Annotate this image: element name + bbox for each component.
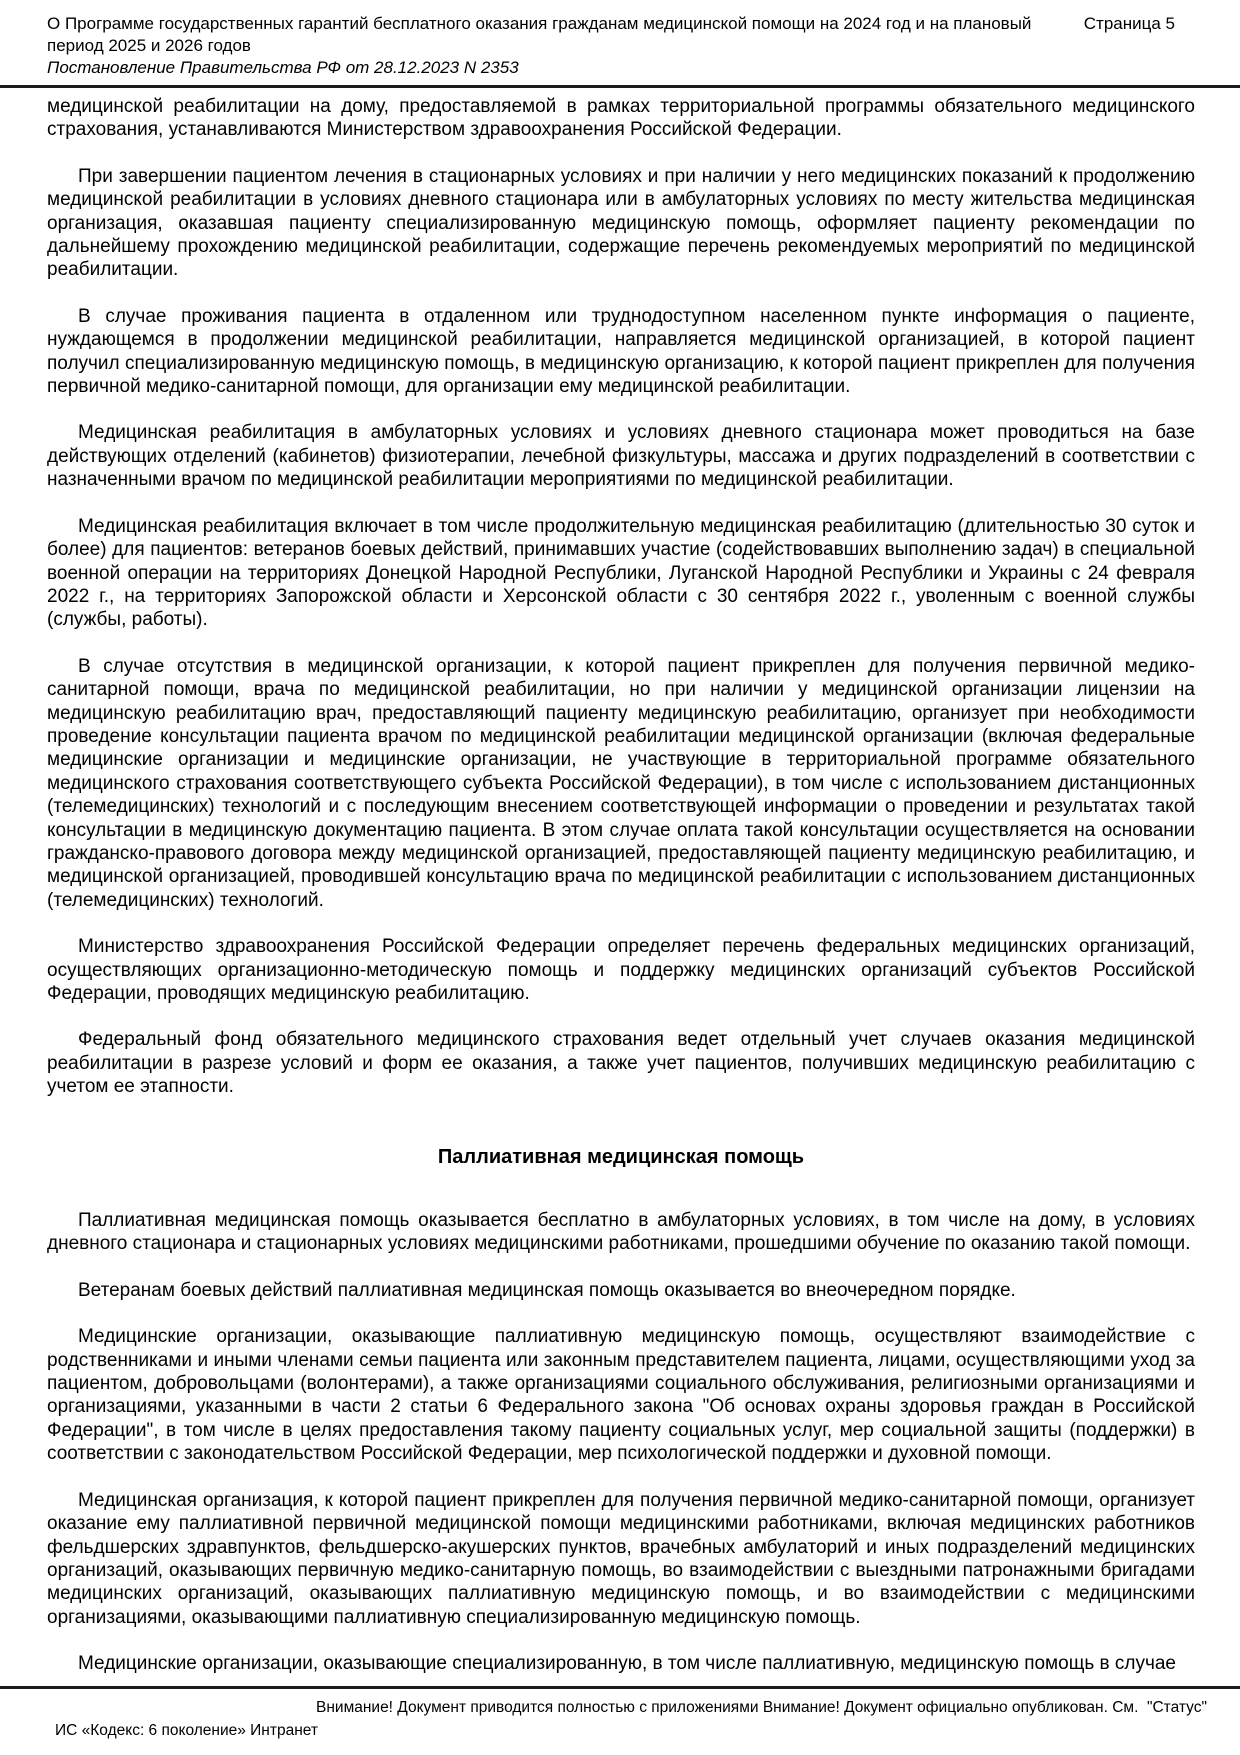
footer-notice: Внимание! Документ приводится полностью с приложениями Внимание! Документ официально опубликован. См. "Статус" [316,1699,1207,1716]
paragraph: В случае отсутствия в медицинской организации, к которой пациент прикреплен для получения первичной медико-санитарной помощи, врача по медицинской реабилитации, но при наличии у медицинской организации лицензии на медицинскую реабилитацию врач, предоставляющий пациенту медицинскую реабилитацию, организует при необходимости проведение консультации пациента врачом по медицинской реабилитации медицинской организации (включая федеральные медицинские организации и медицинские организации, не участвующие в территориальной программе обязательного медицинского страхования соответствующего субъекта Российской Федерации), в том числе с использованием дистанционных (телемедицинских) технологий и с последующим внесением соответствующей информации о проведении и результатах такой консультации в медицинскую документацию пациента. В этом случае оплата такой консультации осуществляется на основании гражданско-правового договора между медицинской организацией, предоставляющей пациенту медицинскую реабилитацию, и медицинской организацией, проводившей консультацию врача по медицинской реабилитации с использованием дистанционных (телемедицинских) технологий. [47,655,1195,911]
paragraph: В случае проживания пациента в отдаленном или труднодоступном населенном пункте информация о пациенте, нуждающемся в продолжении медицинской реабилитации, направляется медицинской организацией, в которой пациент получил специализированную медицинскую помощь, в медицинскую организацию, к которой пациент прикреплен для получения первичной медико-санитарной помощи, для организации ему медицинской реабилитации. [47,305,1195,398]
paragraph: Медицинская реабилитация в амбулаторных условиях и условиях дневного стационара может проводиться на базе действующих отделений (кабинетов) физиотерапии, лечебной физкультуры, массажа и других подразделений в соответствии с назначенными врачом по медицинской реабилитации мероприятиями по медицинской реабилитации. [47,422,1195,491]
paragraph: медицинской реабилитации на дому, предоставляемой в рамках территориальной программы обязательного медицинского страхования, устанавливаются Министерством здравоохранения Российской Федерации. [47,96,1195,141]
paragraph: Медицинские организации, оказывающие специализированную, в том числе паллиативную, медицинскую помощь в случае [78,1653,1176,1675]
section-heading: Паллиативная медицинская помощь [437,1145,805,1168]
paragraph: Федеральный фонд обязательного медицинского страхования ведет отдельный учет случаев оказания медицинской реабилитации в разрезе условий и форм ее оказания, а также учет пациентов, получивших медицинскую реабилитацию с учетом ее этапности. [47,1029,1195,1098]
paragraph: Паллиативная медицинская помощь оказывается бесплатно в амбулаторных условиях, в том числе на дому, в условиях дневного стационара и стационарных условиях медицинскими работниками, прошедшими обучение по оказанию такой помощи. [47,1210,1195,1255]
document-body [0,88,1240,1678]
paragraph: При завершении пациентом лечения в стационарных условиях и при наличии у него медицинских показаний к продолжению медицинской реабилитации в условиях дневного стационара или в амбулаторных условиях по месту жительства медицинская организация, оказавшая пациенту специализированную медицинскую помощь, оформляет пациенту рекомендации по дальнейшему прохождению медицинской реабилитации, содержащие перечень рекомендуемых мероприятий по медицинской реабилитации. [47,165,1195,281]
header-row [47,13,1192,56]
paragraph: Медицинская организация, к которой пациент прикреплен для получения первичной медико-санитарной помощи, организует оказание ему паллиативной первичной медицинской помощи медицинскими работниками, включая медицинских работников фельдшерских здравпунктов, фельдшерско-акушерских пунктов, врачебных амбулаторий и иных подразделений медицинских организаций, оказывающих первичную медико-санитарную помощь, во взаимодействии с выездными патронажными бригадами медицинских организаций, оказывающих паллиативную медицинскую помощь, и во взаимодействии с медицинскими организациями, оказывающими паллиативную специализированную медицинскую помощь. [47,1489,1195,1628]
body-paragraphs-top [47,95,1195,1099]
paragraph: Министерство здравоохранения Российской Федерации определяет перечень федеральных медицинских организаций, осуществляющих организационно-методическую помощь и поддержку медицинских организаций субъектов Российской Федерации, проводящих медицинскую реабилитацию. [47,936,1195,1004]
body-paragraphs-bottom [47,1209,1195,1676]
document-title: О Программе государственных гарантий бесплатного оказания гражданам медицинской помощи на 2024 год и на плановый период 2025 и 2026 годов [47,14,1032,55]
footer-source: ИС «Кодекс: 6 поколение» Интранет [55,1722,318,1739]
paragraph: Ветеранам боевых действий паллиативная медицинская помощь оказывается во внеочередном порядке. [78,1279,1016,1301]
page-number: Страница 5 [1083,14,1175,33]
document-subtitle: Постановление Правительства РФ от 28.12.2023 N 2353 [47,57,519,77]
paragraph: Медицинские организации, оказывающие паллиативную медицинскую помощь, осуществляют взаимодействие с родственниками и иными членами семьи пациента или законным представителем пациента, лицами, осуществляющими уход за пациентом, добровольцами (волонтерами), а также организациями социального обслуживания, религиозными организациями и организациями, указанными в части 2 статьи 6 Федерального закона "Об основах охраны здоровья граждан в Российской Федерации", в том числе в целях предоставления такому пациенту социальных услуг, мер социальной защиты (поддержки) в соответствии с законодательством Российской Федерации, мер психологической поддержки и духовной помощи. [47,1326,1195,1465]
paragraph: Медицинская реабилитация включает в том числе продолжительную медицинская реабилитацию (длительностью 30 суток и более) для пациентов: ветеранов боевых действий, принимавших участие (содействовавших выполнению задач) в специальной военной операции на территориях Донецкой Народной Республики, Луганской Народной Республики и Украины с 24 февраля 2022 г., на территориях Запорожской области и Херсонской области с 30 сентября 2022 г., уволенным с военной службы (службы, работы). [47,515,1195,631]
document-header [0,0,1240,78]
document-footer [0,1686,1240,1755]
